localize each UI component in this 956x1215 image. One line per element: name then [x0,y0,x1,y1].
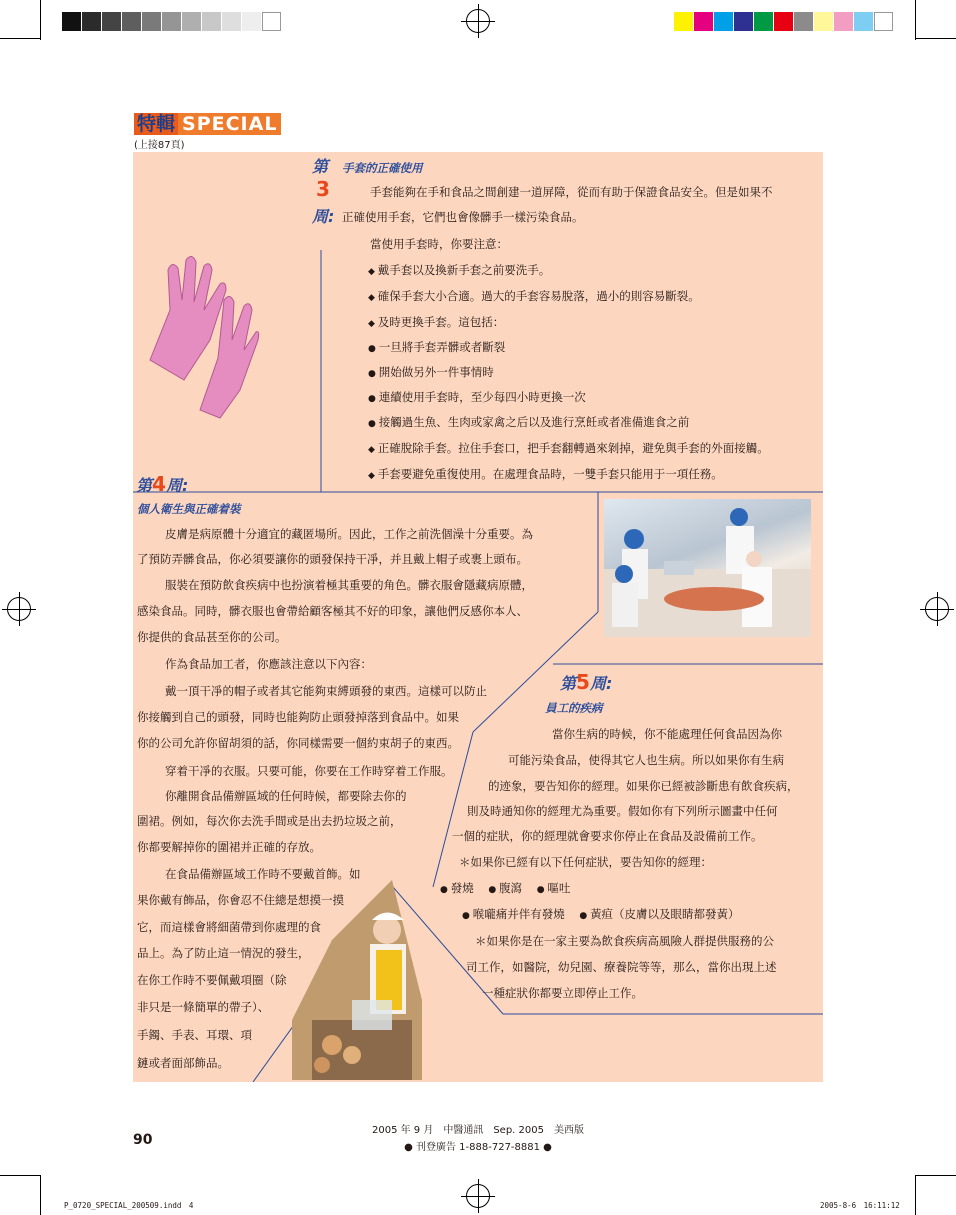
week4-line: 鏈或者面部飾品。 [137,1056,229,1070]
week4-line: 你都要解掉你的圍裙并正確的存放。 [137,840,321,854]
week3-suffix: 周: [312,207,335,226]
week5-note-line: 一種症狀你都要立即停止工作。 [482,986,643,1000]
week4-line: 在食品備辦區域工作時不要戴首飾。如 [165,867,361,881]
week4-line: 你提供的食品甚至你的公司。 [137,630,287,644]
pink-gloves-photo [140,240,260,430]
week3-subitem: ● 一旦將手套弄髒或者斷裂 [368,340,505,356]
week4-number: 4 [152,472,166,496]
week5-symptom-row2 [462,907,740,923]
week5-line: 則及時通知你的經理尤為重要。假如你有下列所示圖畫中任何 [467,804,778,818]
week4-line: 服裝在預防飲食疾病中也扮演着極其重要的角色。髒衣服會隱藏病原體， [165,578,533,592]
brand-chinese: 特輯 [134,113,178,135]
brand-english: SPECIAL [178,113,281,135]
week4-line: 皮膚是病原體十分適宜的藏匿場所。因此，工作之前洗個澡十分重要。為 [165,527,533,541]
week3-subitem: ● 連續使用手套時，至少每四小時更換一次 [368,390,586,406]
week5-number: 5 [576,670,590,694]
week4-subtitle: 個人衛生與正確着裝 [137,502,241,516]
file-slug: P_0720_SPECIAL_200509.indd 4 [64,1201,194,1210]
week4-line: 了預防弄髒食品，你必須要讓你的頭發保持干凈，并且戴上帽子或裹上頭布。 [137,552,528,566]
registration-mark-left [7,597,31,621]
week5-note-line: 司工作，如醫院，幼兒園、療養院等等，那么，當你出現上述 [466,960,777,974]
week5-symptom-row1 [440,881,570,897]
week3-subtitle: 手套的正確使用 [342,161,423,175]
section-brand [134,113,281,135]
food-workers-photo [604,499,811,637]
week4-line: 你離開食品備辦區域的任何時候，都要除去你的 [165,789,407,803]
week3-label: 第 [312,157,329,176]
week5-subtitle: 員工的疾病 [545,701,603,715]
week4-line: 手鐲、手表、耳環、項 [137,1028,252,1042]
timestamp-slug: 2005-8-6 16:11:12 [820,1201,900,1210]
week3-subitem: ● 接觸過生魚、生肉或家禽之后以及進行烹飪或者准備進食之前 [368,415,689,431]
advertising-contact: ● 刊登廣告 1-888-727-8881 ● [404,1142,552,1153]
week3-item: ◆ 確保手套大小合適。過大的手套容易脫落，過小的則容易斷裂。 [368,289,700,305]
week4-line: 圍裙。例如，每次你去洗手間或是出去扔垃圾之前， [137,814,402,828]
week3-para1-line1: 手套能夠在手和食品之間創建一道屏障，從而有助于保證食品安全。但是如果不 [370,185,773,199]
week3-para2: 當使用手套時，你要注意： [370,237,508,251]
symptom-sore-throat: ● 喉嚨痛并伴有發燒 [462,907,565,921]
issue-date-line: 2005 年 9 月 中醫通訊 Sep. 2005 美西版 [371,1125,584,1136]
registration-mark-bottom [466,1184,490,1208]
symptom-vomiting: ● 嘔吐 [537,881,571,895]
registration-mark-top [466,9,490,33]
food-vendor-photo [292,880,422,1080]
week3-subitem: ● 開始做另外一件事情時 [368,365,494,381]
page-number: 90 [133,1132,153,1148]
week5-line: ＊如果你已經有以下任何症狀，要告知你的經理： [459,855,712,869]
week4-line: 穿着干凈的衣服。只要可能，你要在工作時穿着工作服。 [165,764,453,778]
week5-line: 一個的症狀，你的經理就會要求你停止在食品及設備前工作。 [452,829,763,843]
week3-number: 3 [316,177,330,201]
week5-note-line: ＊如果你是在一家主要為飲食疾病高風險人群提供服務的公 [475,934,774,948]
week3-item: ◆ 戴手套以及換新手套之前要洗手。 [368,263,550,279]
week4-line: 你接觸到自己的頭發，同時也能夠防止頭發掉落到食品中。如果 [137,710,459,724]
week4-line: 你的公司允許你留胡須的話，你同樣需要一個約束胡子的東西。 [137,736,459,750]
week5-line: 當你生病的時候，你不能處理任何食品因為你 [552,727,782,741]
week4-line: 戴一頂干凈的帽子或者其它能夠束縛頭發的東西。這樣可以防止 [165,684,487,698]
week5-line: 可能污染食品，使得其它人也生病。所以如果你有生病 [508,753,784,767]
continued-note: (上接87頁) [134,140,185,151]
symptom-jaundice: ● 黃疸（皮膚以及眼睛都發黃） [579,907,739,921]
week3-item: ◆ 手套要避免重復使用。在處理食品時，一雙手套只能用于一項任務。 [368,467,723,483]
week4-line: 感染食品。同時，髒衣服也會帶給顧客極其不好的印象，讓他們反感你本人、 [137,604,528,618]
week3-item: ◆ 正確脫除手套。拉住手套口，把手套翻轉過來剝掉，避免與手套的外面接觸。 [368,441,769,457]
registration-mark-right [925,597,949,621]
week4-line: 它，而這樣會將細菌帶到你處理的食 [137,920,321,934]
week5-heading: 第5周: [560,670,613,694]
week4-line: 非只是一條簡單的帶子）、 [137,1000,270,1014]
week4-heading: 第4周: [136,472,189,496]
week4-line: 果你戴有飾品，你會忍不住總是想摸一摸 [137,893,344,907]
symptom-diarrhea: ● 腹瀉 [488,881,522,895]
week3-item: ◆ 及時更換手套。這包括： [368,315,504,331]
week3-heading [312,158,328,176]
week4-line: 在你工作時不要佩戴項圈（除 [137,973,287,987]
week5-line: 的迹象，要告知你的經理。如果你已經被診斷患有飲食疾病， [488,779,799,793]
symptom-fever: ● 發燒 [440,881,474,895]
week4-line: 品上。為了防止這一情況的發生， [137,946,310,960]
week3-para1-line2: 正確使用手套，它們也會像髒手一樣污染食品。 [342,210,584,224]
week4-line: 作為食品加工者，你應該注意以下內容： [165,657,372,671]
